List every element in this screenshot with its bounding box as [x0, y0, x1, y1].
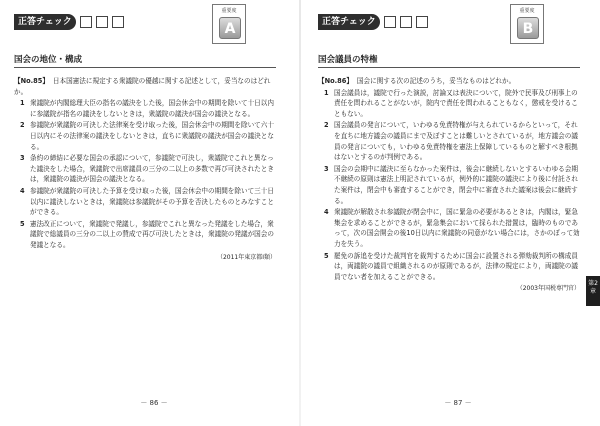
question-source: （2003年国税専門官） [516, 285, 580, 293]
question-header [14, 76, 276, 97]
importance-label: 重要度 [221, 8, 237, 14]
check-boxes [384, 16, 428, 28]
page-gutter [299, 0, 301, 426]
question-number: 【No.85】 [14, 77, 49, 85]
question-source: （2011年東京都Ⅰ類） [216, 253, 276, 261]
choice-text: 衆議院が解散され参議院が閉会中に，国に緊急の必要があるときは，内閣は，緊急集会を求めることができるが，緊急集会において採られた措置は，臨時のものであって，次の国会開会の後10日以内に衆議院の同意がない場合には，さかのぼって効力を失う。 [334, 208, 580, 248]
chapter-side-tab: 第2章 [586, 276, 600, 306]
answer-check-label: 正答チェック [14, 14, 76, 30]
choice-text: 条約の締結に必要な国会の承認について，参議院で可決し，衆議院でこれと異なった議決をした場合，衆議院で出席議員の三分の二以上の多数で再び可決されたときは，衆議院の議決が国会の議決となる。 [30, 154, 274, 184]
importance-label: 重要度 [519, 8, 535, 14]
choice-item [14, 186, 276, 218]
choice-number: 5 [324, 251, 329, 260]
question-number: 【No.86】 [318, 77, 353, 85]
left-page [14, 0, 294, 426]
section-title: 国会の地位・構成 [14, 54, 276, 68]
check-box[interactable] [112, 16, 124, 28]
choice-item [318, 207, 580, 249]
importance-rank: B [517, 17, 539, 39]
choice-number: 2 [324, 121, 329, 130]
choice-number: 1 [324, 88, 329, 97]
question-block [14, 76, 276, 263]
choice-item [318, 120, 580, 162]
choice-text: 国会議員の発言について，いわゆる免責特権が与えられているからといって，それを直ちに地方議会の議員にまで及ぼすことは難しいとされているが，地方議会の議員の発言についても，いわゆる免責特権を憲法上保障しているものと解すべき根拠はないとするのが判例である。 [334, 121, 578, 162]
choice-item [14, 120, 276, 152]
question-text: 日本国憲法に規定する衆議院の優越に関する記述として，妥当なのはどれか。 [14, 77, 271, 96]
choice-item [318, 88, 580, 120]
choice-text: 憲法改正について，衆議院で発議し，参議院でこれと異なった発議をした場合，衆議院で総議員の三分の二以上の賛成で再び可決したときは，衆議院の発議が国会の発議となる。 [30, 219, 274, 249]
choice-item [14, 98, 276, 119]
choice-number: 2 [20, 121, 25, 130]
choice-text: 参議院が衆議院の可決した予算を受け取った後，国会休会中の期間を除いて三十日以内に議決しないときは，衆議院は参議院がその予算を否決したものとみなすことができる。 [30, 186, 274, 217]
choice-number: 3 [324, 164, 329, 173]
importance-badge [212, 4, 246, 44]
check-box[interactable] [416, 16, 428, 28]
choice-item [14, 153, 276, 185]
check-box[interactable] [80, 16, 92, 28]
importance-badge [510, 4, 544, 44]
answer-check-label: 正答チェック [318, 14, 380, 30]
question-header [318, 76, 580, 87]
choice-number: 5 [20, 219, 25, 228]
choice-number: 4 [20, 186, 25, 195]
choice-number: 4 [324, 208, 329, 217]
choice-text: 衆議院が内閣総理大臣の指名の議決をした後，国会休会中の期間を除いて十日以内に参議院が指名の議決をしないときは，衆議院の議決が国会の議決となる。 [30, 99, 274, 118]
question-text: 国会に関する次の記述のうち，妥当なものはどれか。 [356, 77, 516, 85]
choice-text: 国会議員は，議院で行った演説，討論又は表決について，院外で民事及び刑事上の責任を問われることがないが，院内で責任を問われることもなく，懲戒を受けることもない。 [334, 88, 578, 118]
choice-item [318, 251, 580, 283]
check-box[interactable] [384, 16, 396, 28]
choice-number: 1 [20, 99, 25, 108]
check-box[interactable] [96, 16, 108, 28]
choice-item [318, 164, 580, 206]
check-box[interactable] [400, 16, 412, 28]
section-title: 国会議員の特権 [318, 54, 580, 68]
question-block [318, 76, 580, 295]
importance-rank: A [219, 17, 241, 39]
check-boxes [80, 16, 124, 28]
choice-number: 3 [20, 154, 25, 163]
page-number: － 87 － [444, 399, 472, 407]
choice-text: 罷免の訴追を受けた裁判官を裁判するために国会に設置される弾劾裁判所の構成員は，両議院の議員で組織されるのが原則であるが，法律の規定により，両議院の議員でない者を加えることができる。 [334, 251, 578, 281]
choice-text: 国会の会期中に議決に至らなかった案件は，後会に継続しないとするいわゆる会期不継続の原則は憲法上明記されているが，例外的に議院の議決により後に付託された案件は，閉会中も審査することができ，閉会中に審査された議案は後会に継続する。 [334, 164, 578, 205]
choice-item [14, 219, 276, 251]
choice-text: 参議院が衆議院の可決した法律案を受け取った後，国会休会中の期間を除いて六十日以内にその法律案の議決をしないときは，直ちに衆議院の議決が国会の議決となる。 [30, 121, 274, 151]
right-page [318, 0, 598, 426]
page-number: － 86 － [140, 399, 168, 407]
